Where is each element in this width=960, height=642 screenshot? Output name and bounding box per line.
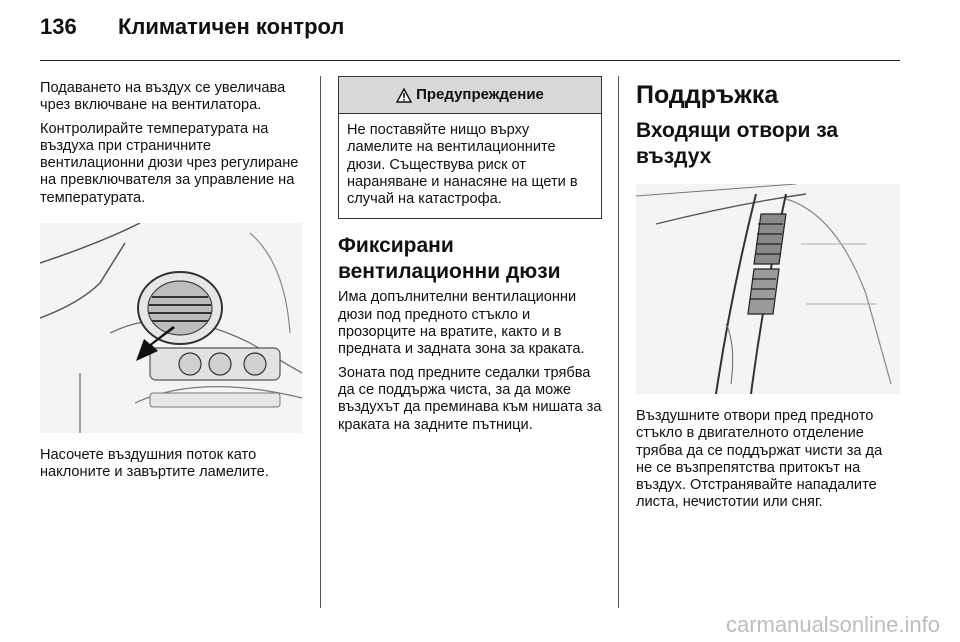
warning-header (339, 77, 601, 114)
column-1 (40, 80, 302, 488)
section-heading: Входящи отвори за въздух (636, 119, 839, 168)
column-2 (338, 80, 602, 440)
paragraph: Контролирайте температурата на въздуха при страничните вентилационни дюзи чрез регулиране на превключвателя за управление на температурата. (40, 120, 299, 206)
windscreen-intake-illustration (636, 184, 900, 394)
column-divider (320, 76, 321, 608)
paragraph: Въздушните отвори пред предното стъкло в двигателното отделение трябва да се поддържат чисти за да не се възпрепятства притокът на въздух. Отстранявайте нападалите листа, нечистотии или сняг. (636, 408, 883, 511)
section-heading: Фиксирани вентилационни дюзи (338, 234, 561, 284)
column-divider (618, 76, 619, 608)
paragraph: Зоната под предните седалки трябва да се поддържа чиста, за да може въздухът да преминава към нишата за краката на задните пътници. (338, 364, 602, 433)
paragraph: Има допълнителни вентилационни дюзи под предното стъкло и прозорците на вратите, както и в предната и задната зона за краката. (338, 289, 585, 358)
watermark: carmanualsonline.info (725, 612, 940, 637)
page-number: 136 (40, 14, 77, 39)
figure-caption: Насочете въздушния поток като наклоните и завъртите ламелите. (40, 447, 269, 481)
paragraph: Подаването на въздух се увеличава чрез включване на вентилатора. (40, 80, 286, 114)
page-title: Климатичен контрол (118, 14, 345, 39)
header-rule (40, 60, 900, 61)
column-3 (636, 80, 902, 518)
dashboard-vent-figure (40, 223, 302, 433)
air-intake-figure (636, 184, 900, 394)
dashboard-vent-illustration (40, 223, 302, 433)
warning-box (338, 76, 602, 219)
chapter-heading: Поддръжка (636, 81, 779, 109)
warning-triangle-icon (396, 88, 412, 103)
warning-title: Предупреждение (416, 86, 544, 104)
warning-text: Не поставяйте нищо върху ламелите на вентилационните дюзи. Съществува риск от нараняване и нанасяне на щети в случай на катастрофа. (347, 122, 578, 208)
